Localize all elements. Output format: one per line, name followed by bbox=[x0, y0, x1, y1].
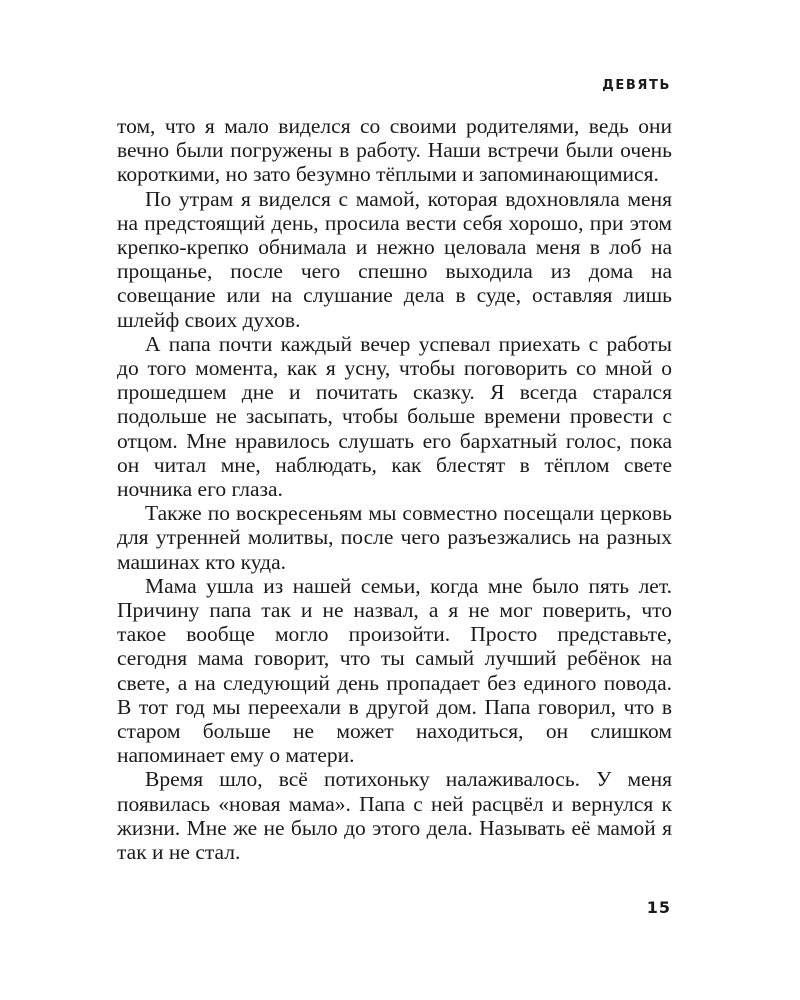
paragraph-4: Также по воскресеньям мы совместно посещали церковь для утренней молитвы, после чего разъезжались на разных машинах кто куда. bbox=[117, 501, 672, 574]
running-head-title: ДЕВЯТЬ bbox=[602, 78, 671, 93]
paragraph-3: А папа почти каждый вечер успевал приехать с работы до того момента, как я усну, чтобы поговорить со мной о прошедшем дне и почитать сказку. Я всегда старался подольше не засыпать, чтобы больше времени провести с отцом. Мне нравилось слушать его бархатный голос, пока он читал мне, наблюдать, как блестят в тёплом свете ночника его глаза. bbox=[117, 331, 672, 502]
paragraph-5: Мама ушла из нашей семьи, когда мне было пять лет. Причину папа так и не назвал, а я не мог поверить, что такое вообще могло произойти. Просто представьте, сегодня мама говорит, что ты самый лучший ребёнок на свете, а на следующий день пропадает без единого повода. В тот год мы переехали в другой дом. Папа говорил, что в старом больше не может находиться, он слишком напоминает ему о матери. bbox=[117, 573, 672, 768]
paragraph-6: Время шло, всё потихоньку налаживалось. У меня появилась «новая мама». Папа с ней расцвёл и вернулся к жизни. Мне же не было до этого дела. Называть её мамой я так и не стал. bbox=[117, 767, 672, 865]
paragraph-2: По утрам я виделся с мамой, которая вдохновляла меня на предстоящий день, просила вести себя хорошо, при этом крепко-крепко обнимала и нежно целовала меня в лоб на прощанье, после чего спешно выходила из дома на совещание или на слушание дела в суде, оставляя лишь шлейф своих духов. bbox=[117, 186, 672, 332]
page-number: 15 bbox=[646, 898, 671, 917]
body-text bbox=[117, 114, 672, 864]
paragraph-1: том, что я мало виделся со своими родителями, ведь они вечно были погружены в работу. Наши встречи были очень короткими, но зато безумно тёплыми и запоминающимися. bbox=[117, 114, 672, 187]
